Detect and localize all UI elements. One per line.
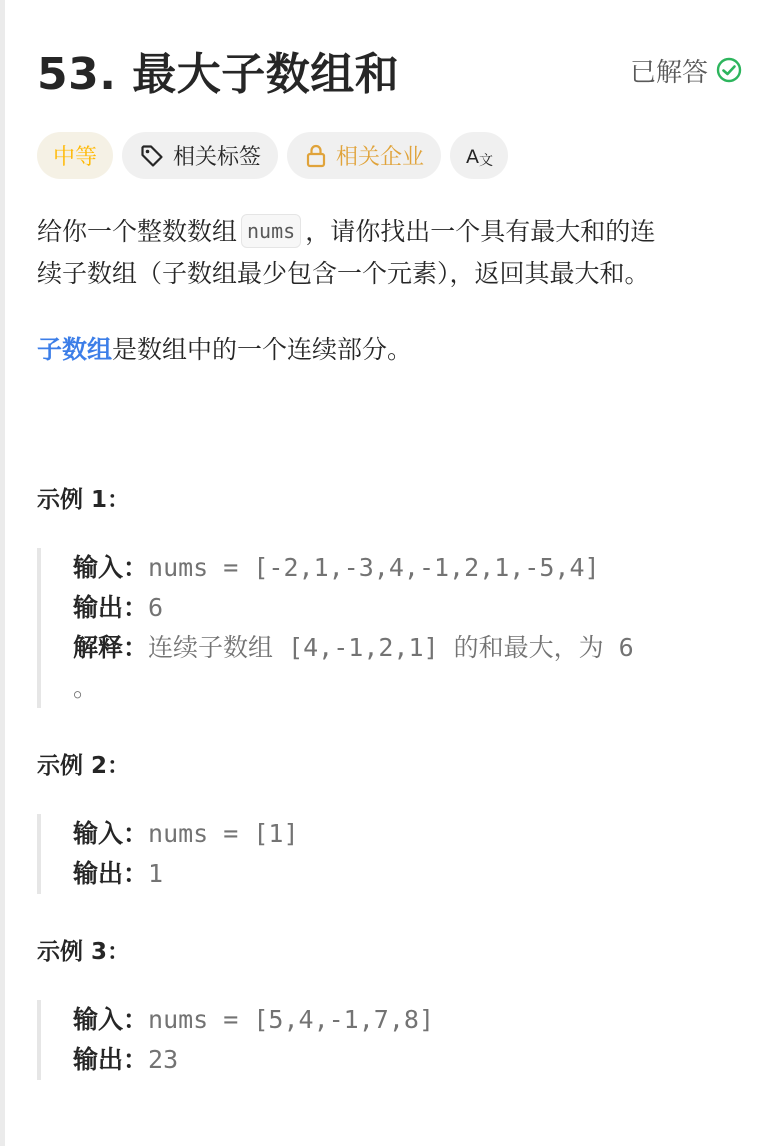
lock-icon [304,143,328,169]
input-value: nums = [5,4,-1,7,8] [148,1005,434,1034]
desc-text-3: 续子数组（子数组最少包含一个元素），返回其最大和。 [37,259,650,288]
difficulty-badge[interactable] [37,132,113,179]
input-value: nums = [1] [148,819,299,848]
related-tags-label: 相关标签 [173,145,262,170]
translate-icon [465,144,493,168]
output-value: 23 [148,1045,179,1074]
description-paragraph [37,211,744,295]
inline-code-nums: nums [241,214,301,248]
output-label: 输出： [73,593,149,622]
difficulty-label: 中等 [53,145,98,170]
input-label: 输入： [73,1005,149,1034]
input-value: nums = [-2,1,-3,4,-1,2,1,-5,4] [148,553,600,582]
svg-text:A: A [466,145,480,168]
output-value: 6 [148,593,164,622]
solved-label: 已解答 [629,57,708,88]
check-circle-icon [716,57,742,83]
subarray-link[interactable]: 子数组 [37,335,113,364]
subarray-definition [37,329,744,371]
example-1-block [37,548,744,708]
desc-text-2: ，请你找出一个具有最大和的连 [305,217,656,246]
explanation-label: 解释： [73,633,149,662]
tag-icon [139,143,165,169]
example-3-block [37,1000,744,1080]
input-label: 输入： [73,553,149,582]
related-companies-button[interactable] [287,132,441,179]
title-row [37,40,742,100]
tag-bar [37,132,508,179]
input-label: 输入： [73,819,149,848]
output-label: 输出： [73,859,149,888]
example-3-heading: 示例 3： [37,939,131,965]
translate-button[interactable] [450,132,508,179]
example-2-heading: 示例 2： [37,753,131,779]
explanation-value: 连续子数组 [4,-1,2,1] 的和最大，为 6 [148,633,634,662]
explanation-tail: 。 [73,673,99,702]
related-tags-button[interactable] [122,132,278,179]
related-companies-label: 相关企业 [336,145,425,170]
output-value: 1 [148,859,164,888]
svg-text:文: 文 [479,152,494,168]
problem-title[interactable]: 53. 最大子数组和 [37,49,400,100]
subarray-definition-text: 是数组中的一个连续部分。 [112,335,413,364]
solved-status [630,52,742,89]
output-label: 输出： [73,1045,149,1074]
example-1-heading: 示例 1： [37,487,131,513]
example-2-block [37,814,744,894]
desc-text-1: 给你一个整数数组 [37,217,238,246]
